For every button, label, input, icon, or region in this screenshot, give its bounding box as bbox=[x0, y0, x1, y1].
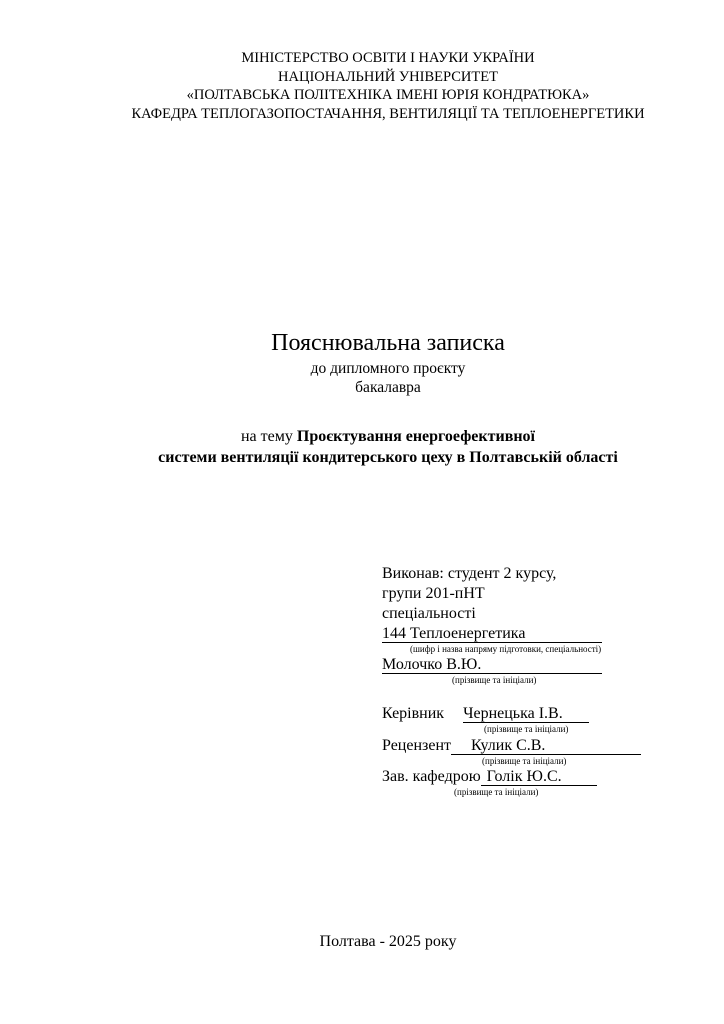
institution-header bbox=[0, 49, 724, 123]
supervisor-name: Чернецька І.В. bbox=[463, 705, 589, 723]
document-title-block bbox=[0, 327, 724, 397]
supervisor-hint: (прізвище та ініціали) bbox=[484, 724, 569, 734]
document-title: Пояснювальна записка bbox=[271, 330, 505, 356]
thesis-topic bbox=[0, 426, 724, 468]
head-label: Зав. кафедрою bbox=[382, 768, 481, 785]
group-line: групи 201-пНТ bbox=[382, 585, 485, 602]
topic-prefix: на тему bbox=[240, 428, 297, 445]
supervisor-label: Керівник bbox=[382, 705, 445, 722]
head-line bbox=[382, 767, 597, 787]
performed-by: Виконав: студент 2 курсу, bbox=[382, 565, 557, 582]
specialty-hint: (шифр і назва напряму підготовки, спеціальності) bbox=[410, 644, 602, 654]
university-name-line: «ПОЛТАВСЬКА ПОЛІТЕХНІКА ІМЕНІ ЮРІЯ КОНДРАТЮКА» bbox=[186, 87, 590, 103]
student-name: Молочко В.Ю. bbox=[382, 656, 602, 674]
reviewer-line bbox=[382, 736, 641, 756]
specialty-label: спеціальності bbox=[382, 605, 476, 622]
student-hint: (прізвище та ініціали) bbox=[452, 675, 537, 685]
head-name: Голік Ю.С. bbox=[481, 768, 597, 786]
document-subtitle-project: до дипломного проєкту bbox=[310, 360, 466, 377]
document-subtitle-degree: бакалавра bbox=[355, 379, 421, 396]
topic-line-1 bbox=[0, 426, 724, 447]
reviewer-label: Рецензент bbox=[382, 737, 451, 754]
topic-title-part-1: Проєктування енергоефективної bbox=[296, 428, 535, 445]
city-year: Полтава - 2025 року bbox=[319, 933, 457, 950]
ministry-line: МІНІСТЕРСТВО ОСВІТИ І НАУКИ УКРАЇНИ bbox=[241, 50, 535, 66]
head-hint: (прізвище та ініціали) bbox=[454, 787, 539, 797]
university-line: НАЦІОНАЛЬНИЙ УНІВЕРСИТЕТ bbox=[278, 68, 498, 85]
reviewer-name: Кулик С.В. bbox=[451, 737, 641, 755]
specialty-value: 144 Теплоенергетика bbox=[382, 625, 602, 643]
department-line: КАФЕДРА ТЕПЛОГАЗОПОСТАЧАННЯ, ВЕНТИЛЯЦІЇ ТА ТЕПЛОЕНЕРГЕТИКИ bbox=[131, 105, 645, 122]
topic-line-2 bbox=[0, 447, 724, 468]
reviewer-hint: (прізвище та ініціали) bbox=[482, 756, 567, 766]
student-line bbox=[382, 655, 602, 675]
topic-title-part-2: системи вентиляції кондитерського цеху в Полтавській області bbox=[158, 449, 618, 466]
supervisor-line bbox=[382, 704, 589, 724]
specialty-line bbox=[382, 624, 602, 644]
